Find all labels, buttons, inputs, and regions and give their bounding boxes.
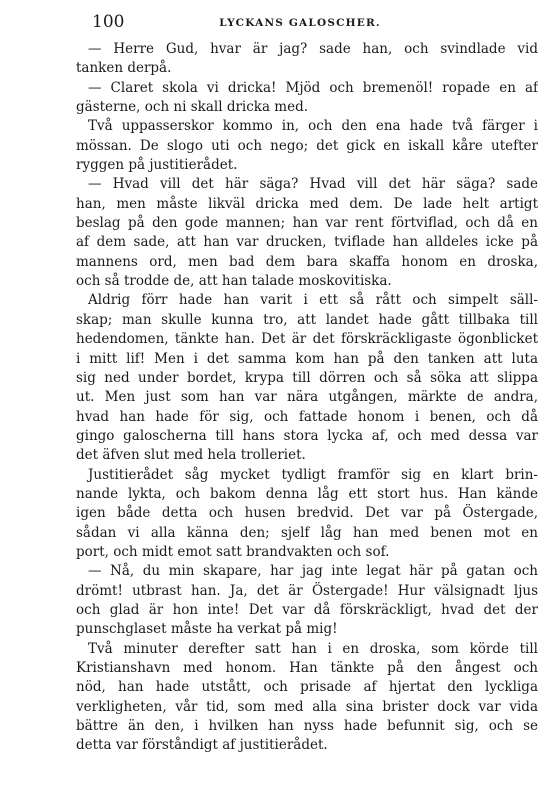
text-line: sådan vi alla känna den; sjelf låg han med benen mot en <box>76 524 538 541</box>
text-line: — Nå, du min skapare, har jag inte legat här på gatan och <box>88 563 538 580</box>
text-line: han, men måste likväl dricka med dem. De lade helt artigt <box>76 195 538 212</box>
text-line: bättre än den, i hvilken han nyss hade befunnit sig, och se <box>76 718 538 735</box>
text-line: af dem sade, att han var drucken, tviflade han alldeles icke på <box>76 234 538 251</box>
text-line: verkligheten, vår tid, som med alla sina brister dock var vida <box>76 698 538 715</box>
text-line: Kristianshavn med honom. Han tänkte på den ångest och <box>76 660 538 676</box>
text-line: Två minuter derefter satt han i en droska, som körde till <box>88 640 538 657</box>
page-body-text <box>76 40 538 756</box>
text-line: Två uppasserskor kommo in, och den ena hade två färger i <box>88 118 538 135</box>
text-line: igen både detta och husen bredvid. Det var på Östergade, <box>76 505 538 522</box>
text-line: sig ned under bordet, krypa till dörren och så söka att slippa <box>76 369 538 386</box>
text-line: hvad han hade för sig, och fattade honom i benen, och då <box>76 408 538 425</box>
running-title: LYCKANS GALOSCHER. <box>219 17 381 29</box>
text-line: ut. Men just som han var nära utgången, märkte de andra, <box>76 389 538 406</box>
text-line: gästerne, och ni skall dricka med. <box>76 99 309 116</box>
text-line: punschglaset måste ha verkat på mig! <box>76 621 338 638</box>
text-line: — Claret skola vi dricka! Mjöd och bremenöl! ropade en af <box>88 79 538 96</box>
text-line: mannens ord, men bad dem bara skaffa honom en droska, <box>76 253 538 270</box>
text-line: nande lykta, och bakom denna låg ett stort hus. Han kände <box>76 485 538 502</box>
text-line: Aldrig förr hade han varit i ett så rått och simpelt säll- <box>88 292 538 309</box>
text-line: beslag på den gode mannen; han var rent förtviflad, och då en <box>76 215 538 232</box>
text-line: tanken derpå. <box>76 60 172 77</box>
text-line: och glad är hon inte! Det var då förskräckligt, hvad det der <box>76 601 538 618</box>
page-header <box>60 12 540 36</box>
text-line: skap; man skulle kunna tro, att landet hade gått tillbaka till <box>76 311 538 328</box>
page-number: 100 <box>92 12 125 32</box>
text-line: det äfven slut med hela trolleriet. <box>76 447 306 464</box>
text-line: mössan. De slogo uti och nego; det gick en iskall kåre utefter <box>76 137 538 154</box>
text-line: gingo galoscherna till hans stora lycka af, och med dessa var <box>76 427 538 444</box>
text-line: Justitierådet såg mycket tydligt framför sig en klart brin- <box>88 466 538 483</box>
text-line: — Herre Gud, hvar är jag? sade han, och svindlade vid <box>88 41 538 57</box>
text-line: drömt! utbrast han. Ja, det är Östergade! Hur välsignadt ljus <box>76 582 538 599</box>
text-line: detta var förståndigt af justitierådet. <box>76 737 328 754</box>
text-line: hedendomen, tänkte han. Det är det förskräckligaste ögonblicket <box>76 331 538 348</box>
text-line: ryggen på justitierådet. <box>76 157 238 174</box>
text-line: port, och midt emot satt brandvakten och sof. <box>76 543 390 560</box>
text-line: i mitt lif! Men i det samma kom han på den tanken att luta <box>76 350 538 367</box>
text-line: — Hvad vill det här säga? Hvad vill det här säga? sade <box>88 176 538 193</box>
text-line: och så trodde de, att han talade moskovitiska. <box>76 273 392 290</box>
text-line: nöd, han hade utstått, och prisade af hjertat den lyckliga <box>76 679 538 696</box>
